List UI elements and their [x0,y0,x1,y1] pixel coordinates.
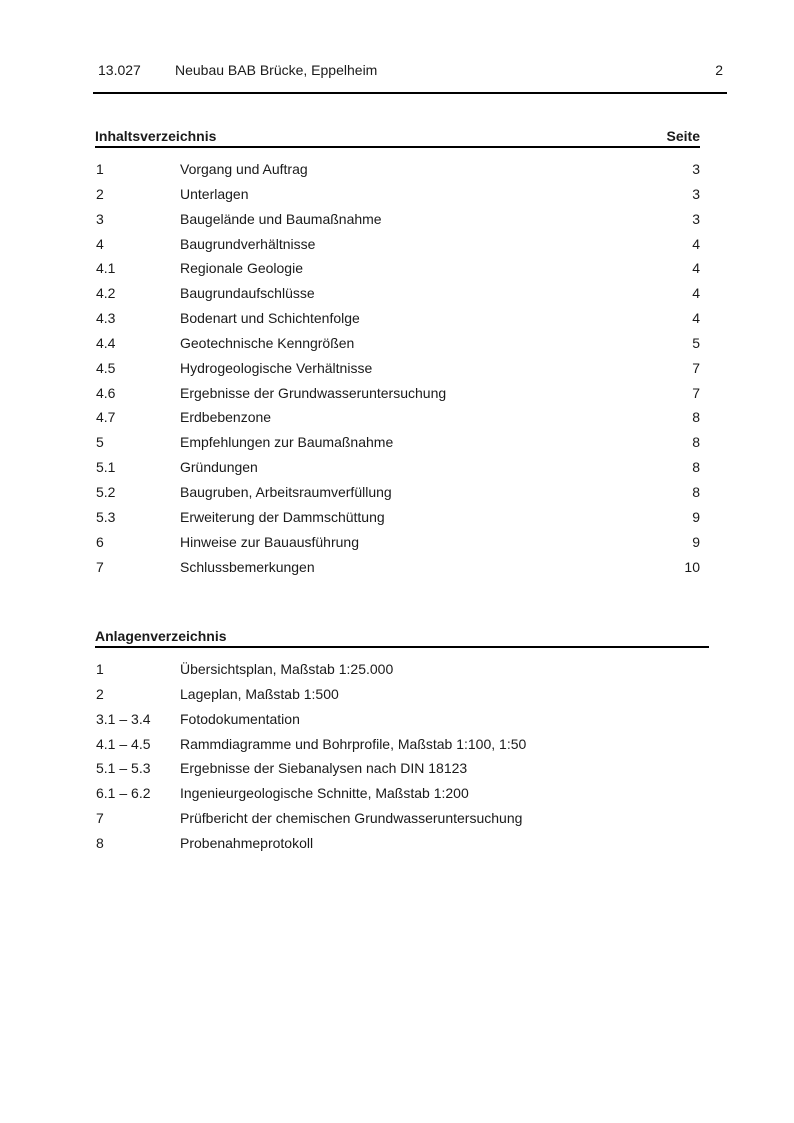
entry-number: 5.3 [96,508,116,525]
entry-title: Ergebnisse der Siebanalysen nach DIN 18123 [180,760,468,777]
entry-number: 3.1 – 3.4 [96,710,151,727]
toc-entry[interactable] [95,210,700,235]
toc-entry[interactable] [95,483,700,508]
entry-title: Geotechnische Kenngrößen [180,334,355,351]
entry-page: 7 [692,359,700,376]
entry-title: Übersichtsplan, Maßstab 1:25.000 [180,661,394,677]
entry-number: 4.5 [96,359,116,376]
toc-list [95,160,700,582]
appendix-entry[interactable] [95,660,709,685]
entry-page: 9 [692,533,700,550]
page-number: 2 [715,62,723,78]
entry-number: 2 [96,185,104,202]
entry-title: Gründungen [180,459,258,476]
page-header [95,62,723,80]
entry-title: Erdbebenzone [180,409,272,426]
entry-page: 3 [692,161,700,177]
entry-title: Fotodokumentation [180,710,300,727]
entry-number: 1 [96,161,104,177]
entry-title: Rammdiagramme und Bohrprofile, Maßstab 1:100, 1:50 [180,735,527,752]
appendix-heading-row [95,628,709,648]
entry-page: 10 [684,558,700,575]
entry-number: 4.6 [96,384,116,401]
entry-number: 6 [96,533,104,550]
entry-number: 7 [96,558,104,575]
entry-number: 5.1 [96,459,116,476]
entry-number: 4.1 [96,260,116,277]
toc-entry[interactable] [95,259,700,284]
toc-entry[interactable] [95,160,700,185]
entry-page: 4 [692,235,700,252]
toc-page-column-heading: Seite [666,128,700,144]
entry-number: 4.4 [96,334,116,351]
entry-title: Unterlagen [180,185,249,202]
entry-title: Empfehlungen zur Baumaßnahme [180,434,394,451]
toc-heading-row [95,128,700,148]
entry-title: Schlussbemerkungen [180,558,315,575]
toc-entry[interactable] [95,284,700,309]
entry-number: 5 [96,434,104,451]
appendix-entry[interactable] [95,735,709,760]
entry-number: 4.1 – 4.5 [96,735,151,752]
entry-title: Vorgang und Auftrag [180,161,308,177]
entry-number: 4 [96,235,104,252]
entry-page: 3 [692,210,700,227]
entry-page: 4 [692,310,700,327]
project-number: 13.027 [98,62,141,78]
entry-page: 8 [692,483,700,500]
entry-title: Baugelände und Baumaßnahme [180,210,382,227]
entry-title: Hydrogeologische Verhältnisse [180,359,373,376]
entry-page: 3 [692,185,700,202]
toc-entry[interactable] [95,185,700,210]
appendix-list [95,660,709,859]
entry-page: 9 [692,508,700,525]
entry-number: 4.2 [96,285,116,302]
toc-entry[interactable] [95,508,700,533]
toc-entry[interactable] [95,359,700,384]
entry-title: Bodenart und Schichtenfolge [180,310,360,327]
project-title: Neubau BAB Brücke, Eppelheim [175,62,378,78]
appendix-entry[interactable] [95,759,709,784]
toc-entry[interactable] [95,533,700,558]
entry-title: Hinweise zur Bauausführung [180,533,359,550]
entry-page: 4 [692,260,700,277]
entry-title: Probenahmeprotokoll [180,834,314,851]
entry-number: 1 [96,661,104,677]
header-divider [93,92,727,94]
entry-title: Erweiterung der Dammschüttung [180,508,385,525]
entry-title: Lageplan, Maßstab 1:500 [180,685,339,702]
entry-number: 3 [96,210,104,227]
appendix-entry[interactable] [95,809,709,834]
entry-number: 8 [96,834,104,851]
toc-entry[interactable] [95,334,700,359]
entry-page: 4 [692,285,700,302]
toc-entry[interactable] [95,309,700,334]
toc-heading: Inhaltsverzeichnis [95,128,217,144]
entry-number: 2 [96,685,104,702]
appendix-entry[interactable] [95,784,709,809]
toc-entry[interactable] [95,433,700,458]
appendix-entry[interactable] [95,685,709,710]
toc-entry[interactable] [95,235,700,260]
entry-number: 5.1 – 5.3 [96,760,151,777]
appendix-entry[interactable] [95,710,709,735]
entry-title: Regionale Geologie [180,260,303,277]
entry-page: 5 [692,334,700,351]
toc-entry[interactable] [95,408,700,433]
entry-page: 7 [692,384,700,401]
entry-number: 6.1 – 6.2 [96,785,151,802]
entry-number: 4.3 [96,310,116,327]
entry-title: Ergebnisse der Grundwasseruntersuchung [180,384,447,401]
appendix-heading: Anlagenverzeichnis [95,628,227,644]
appendix-entry[interactable] [95,834,709,859]
toc-entry[interactable] [95,558,700,583]
entry-title: Baugrundaufschlüsse [180,285,315,302]
entry-number: 4.7 [96,409,116,426]
entry-title: Prüfbericht der chemischen Grundwasseruntersuchung [180,810,523,827]
toc-entry[interactable] [95,384,700,409]
entry-title: Ingenieurgeologische Schnitte, Maßstab 1:200 [180,785,469,802]
entry-number: 7 [96,810,104,827]
toc-entry[interactable] [95,458,700,483]
entry-page: 8 [692,409,700,426]
entry-title: Baugruben, Arbeitsraumverfüllung [180,483,392,500]
entry-page: 8 [692,434,700,451]
entry-page: 8 [692,459,700,476]
entry-number: 5.2 [96,483,116,500]
entry-title: Baugrundverhältnisse [180,235,316,252]
